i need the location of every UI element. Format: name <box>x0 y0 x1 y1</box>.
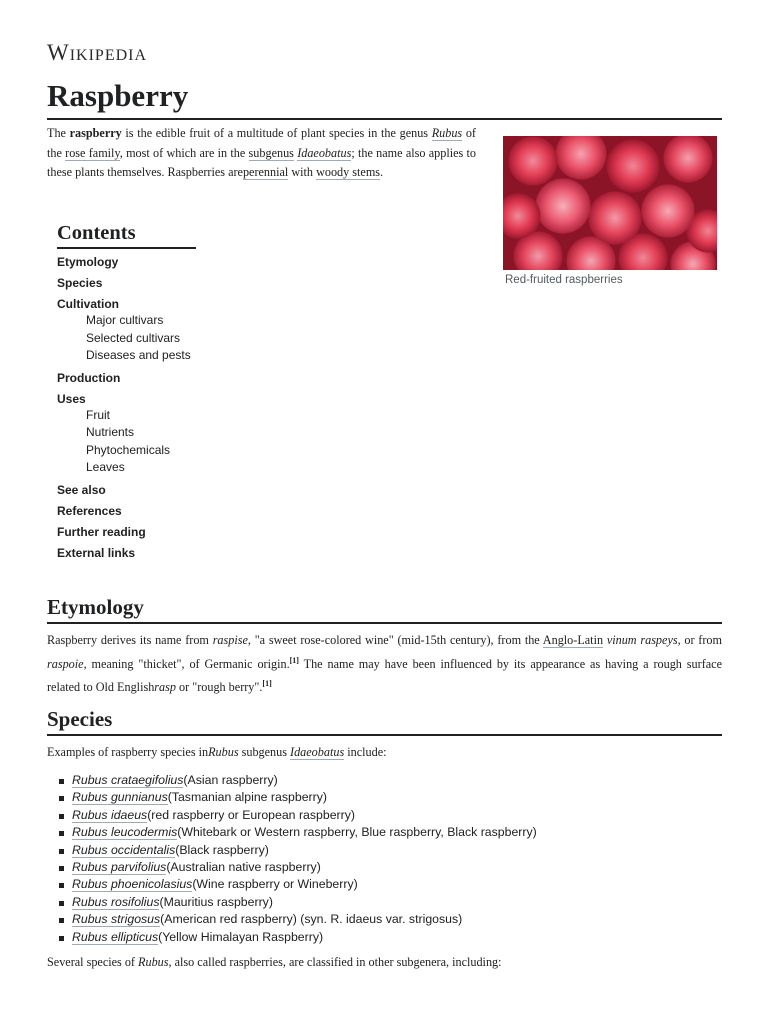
species-intro-text: include: <box>344 745 387 759</box>
toc-sublist <box>57 407 357 477</box>
infobox-figure <box>503 136 717 286</box>
link-rose-family[interactable]: rose family <box>65 145 120 160</box>
wikipedia-wordmark[interactable]: Wikipedia <box>47 40 148 65</box>
toc-link[interactable]: Etymology <box>57 255 119 269</box>
species-intro <box>47 743 722 763</box>
page-title: Raspberry <box>47 78 722 120</box>
reference-link[interactable]: [1] <box>289 655 299 665</box>
toc-title: Contents <box>57 222 196 249</box>
toc-link[interactable]: Species <box>57 276 103 290</box>
toc-link[interactable]: References <box>57 503 122 518</box>
toc-item[interactable] <box>57 371 357 386</box>
species-common-name: (Yellow Himalayan Raspberry) <box>158 929 324 944</box>
etymology-text: Raspberry derives its name from <box>47 633 213 647</box>
link-rubus[interactable]: Rubus <box>431 126 463 140</box>
toc-link[interactable]: Further reading <box>57 524 146 539</box>
etymology-text: The name may have been influenced by its appearance as having a rough surface related to Old English <box>47 656 722 695</box>
link-subgenus[interactable]: subgenus <box>248 145 294 160</box>
toc-item[interactable] <box>57 297 357 365</box>
intro-paragraph <box>47 124 476 183</box>
species-link[interactable]: Rubus strigosus <box>72 912 161 927</box>
species-list <box>47 772 727 946</box>
intro-text: is the edible fruit of a multitude of plant species in the genus <box>121 126 432 140</box>
species-common-name: (Australian native raspberry) <box>166 860 321 875</box>
closing-text: Several species of <box>47 955 139 969</box>
species-list-item <box>47 894 727 911</box>
intro-text: The <box>47 126 70 140</box>
term-raspoie: raspoie <box>47 656 84 671</box>
etymology-text: or "rough berry". <box>175 680 263 695</box>
species-closing-paragraph <box>47 953 722 973</box>
species-common-name: (Whitebark or Western raspberry, Blue raspberry, Black raspberry) <box>177 825 537 840</box>
toc-subitem[interactable]: Nutrients <box>86 425 135 439</box>
toc-subitem[interactable]: Leaves <box>86 460 125 474</box>
species-link[interactable]: Rubus idaeus <box>72 807 148 822</box>
etymology-text: , or from <box>677 633 723 647</box>
term-rubus: Rubus <box>208 745 239 759</box>
species-link[interactable]: Rubus occidentalis <box>72 842 176 857</box>
raspberries-photo[interactable] <box>503 136 717 270</box>
term-vinum-raspeys: vinum raspeys <box>606 633 678 647</box>
toc-subitem[interactable]: Diseases and pests <box>86 348 191 362</box>
intro-text: with <box>288 165 317 179</box>
species-list-item <box>47 929 727 946</box>
toc-sublist <box>57 312 357 365</box>
link-anglo-latin[interactable]: Anglo-Latin <box>542 633 604 647</box>
species-common-name: (Wine raspberry or Wineberry) <box>192 877 358 892</box>
toc-item[interactable] <box>57 504 357 519</box>
species-intro-text: subgenus <box>238 745 291 759</box>
toc-subitem[interactable]: Selected cultivars <box>86 330 181 345</box>
toc-link[interactable]: Uses <box>57 391 86 406</box>
species-link[interactable]: Rubus ellipticus <box>72 929 159 944</box>
etymology-paragraph <box>47 631 722 698</box>
species-list-item <box>47 789 727 806</box>
species-list-item <box>47 807 727 824</box>
intro-text: ; the name also applies to these plants themselves. Raspberries are <box>47 145 476 179</box>
species-common-name: (Black raspberry) <box>175 842 269 857</box>
intro-text: . <box>380 165 384 179</box>
section-heading-etymology: Etymology <box>47 594 722 624</box>
toc-subitem[interactable]: Major cultivars <box>86 313 164 327</box>
species-list-item <box>47 911 727 928</box>
species-intro-text: Examples of raspberry species in <box>47 745 209 759</box>
toc-link[interactable]: External links <box>57 545 136 560</box>
closing-text: , also called raspberries, are classified in other subgenera, including: <box>168 955 502 969</box>
term-rasp: rasp <box>154 680 176 695</box>
table-of-contents <box>57 222 357 567</box>
species-list-item <box>47 859 727 876</box>
link-idaeobatus[interactable]: Idaeobatus <box>290 745 345 759</box>
toc-item[interactable] <box>57 276 357 291</box>
reference-link[interactable]: [1] <box>262 679 272 689</box>
species-common-name: (Asian raspberry) <box>183 773 278 787</box>
toc-item[interactable] <box>57 546 357 561</box>
toc-subitem[interactable]: Phytochemicals <box>86 442 171 457</box>
intro-bold-term: raspberry <box>69 126 122 140</box>
species-common-name: (Mauritius raspberry) <box>159 894 273 909</box>
toc-item[interactable] <box>57 483 357 498</box>
figure-caption: Red-fruited raspberries <box>505 274 623 286</box>
species-list-item <box>47 772 727 789</box>
link-perennial[interactable]: perennial <box>242 165 289 179</box>
species-link[interactable]: Rubus leucodermis <box>72 825 178 840</box>
toc-list <box>57 255 357 561</box>
species-common-name: (red raspberry or European raspberry) <box>147 807 355 822</box>
species-list-item <box>47 876 727 893</box>
species-link[interactable]: Rubus phoenicolasius <box>72 877 193 892</box>
etymology-text: , "a sweet rose-colored wine" (mid-15th century), from the <box>247 633 543 647</box>
toc-link[interactable]: Production <box>57 370 121 385</box>
link-idaeobatus[interactable]: Idaeobatus <box>297 145 352 160</box>
link-woody-stems[interactable]: woody stems <box>316 165 381 179</box>
section-heading-species: Species <box>47 706 722 736</box>
species-list-item <box>47 842 727 859</box>
term-raspise: raspise <box>212 633 248 647</box>
etymology-text: , meaning "thicket", of Germanic origin. <box>83 656 290 671</box>
species-common-name: (Tasmanian alpine raspberry) <box>167 790 327 805</box>
intro-text: , most of which are in the <box>119 145 249 160</box>
toc-item[interactable] <box>57 392 357 477</box>
toc-subitem[interactable]: Fruit <box>86 407 110 422</box>
toc-item[interactable] <box>57 525 357 540</box>
toc-link[interactable]: Cultivation <box>57 297 119 311</box>
species-link[interactable]: Rubus crataegifolius <box>72 773 184 787</box>
term-rubus: Rubus <box>138 955 169 969</box>
toc-link[interactable]: See also <box>57 482 106 497</box>
species-link[interactable]: Rubus gunnianus <box>72 790 168 805</box>
species-link[interactable]: Rubus rosifolius <box>72 894 160 909</box>
species-list-item <box>47 824 727 841</box>
species-link[interactable]: Rubus parvifolius <box>72 860 167 875</box>
intro-text: of the <box>47 126 476 160</box>
species-common-name: (American red raspberry) (syn. R. idaeus var. strigosus) <box>160 912 463 927</box>
toc-item[interactable] <box>57 255 357 270</box>
